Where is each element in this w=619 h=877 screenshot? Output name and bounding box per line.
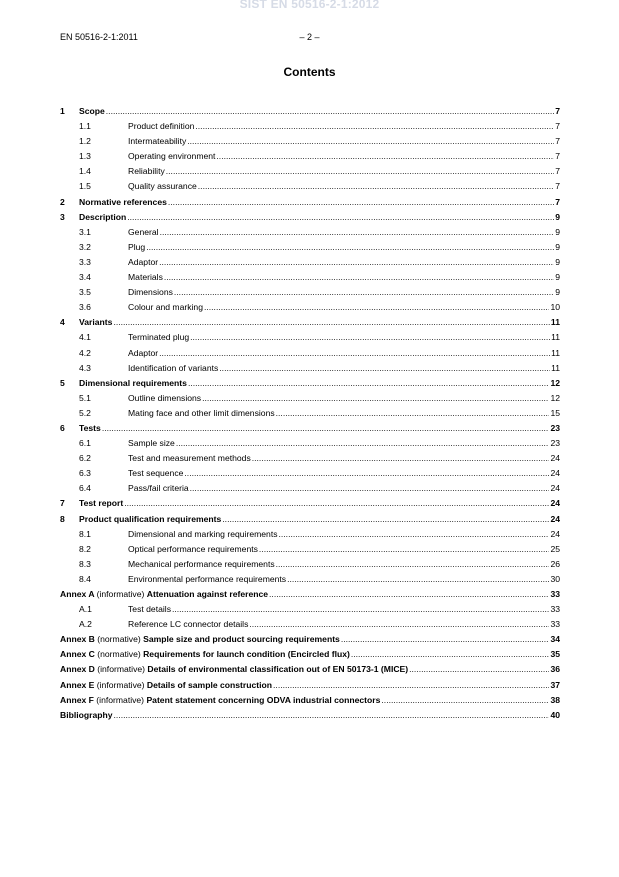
toc-subentry-page: 23 [550,438,560,449]
toc-subentry[interactable] [60,240,560,255]
toc-subentry-page: 7 [555,136,560,147]
toc-leader-dots [174,285,554,300]
toc-subentry-page: 24 [550,483,560,494]
toc-subentry-page: 11 [551,332,560,343]
toc-annex-label [60,678,272,693]
toc-entry[interactable] [60,315,560,330]
toc-subentry-number: 3.3 [79,256,91,267]
toc-leader-dots [252,451,550,466]
toc-subentry[interactable] [60,134,560,149]
toc-entry-label: Product qualification requirements [79,513,222,524]
toc-subentry-number: 1.3 [79,151,91,162]
toc-subentry-number: 8.2 [79,543,91,554]
toc-subentry-page: 9 [555,272,560,283]
toc-subentry-label: Test details [128,604,171,615]
toc-subentry-number: 5.2 [79,407,91,418]
toc-entry-number: 6 [60,422,65,433]
toc-subentry-page: 33 [550,619,560,630]
toc-entry-number: 7 [60,498,65,509]
toc-annex-label [60,587,268,602]
toc-entry-page: 9 [555,211,560,222]
toc-subentry-page: 7 [555,181,560,192]
toc-entry-label: Test report [79,498,124,509]
annex-type: (informative) [96,694,147,705]
annex-prefix: Annex C [60,649,98,660]
toc-subentry-page: 26 [550,558,560,569]
toc-entry[interactable] [60,210,560,225]
toc-subentry[interactable] [60,527,560,542]
toc-subentry-label: Identification of variants [128,362,219,373]
toc-entry-page: 7 [555,196,560,207]
toc-subentry-number: 8.4 [79,573,91,584]
watermark: SIST EN 50516-2-1:2012 [239,0,380,11]
toc-annex-label [60,662,408,677]
toc-subentry[interactable] [60,391,560,406]
toc-subentry-label: Optical performance requirements [128,543,258,554]
annex-type: (informative) [96,589,147,599]
toc-leader-dots [190,481,550,496]
annex-prefix: Annex E [60,679,97,690]
toc-entry[interactable] [60,512,560,527]
toc-leader-dots [222,512,549,527]
toc-subentry[interactable] [60,225,560,240]
table-of-contents [60,104,560,723]
toc-annex-label [60,693,380,708]
toc-subentry[interactable] [60,179,560,194]
toc-subentry[interactable] [60,557,560,572]
toc-entry-number: 5 [60,377,65,388]
toc-subentry[interactable] [60,255,560,270]
toc-subentry-number: 1.5 [79,181,91,192]
toc-entry-page: 23 [550,422,560,433]
toc-subentry-number: 6.3 [79,468,91,479]
annex-title: Sample size and product sourcing requirements [143,634,340,645]
toc-subentry-label: Environmental performance requirements [128,573,287,584]
toc-subentry[interactable] [60,285,560,300]
toc-subentry-number: 3.5 [79,287,91,298]
toc-leader-dots [259,542,550,557]
toc-subentry[interactable] [60,466,560,481]
annex-type: (informative) [96,679,147,690]
annex-type: (informative) [97,664,148,675]
toc-leader-dots [190,330,550,345]
header-page-number: – 2 – [299,32,320,42]
toc-subentry-label: Adaptor [128,347,159,358]
toc-annex-entry[interactable] [60,678,560,693]
toc-subentry-page: 9 [555,241,560,252]
toc-subentry[interactable] [60,361,560,376]
toc-annex-page: 36 [550,664,560,675]
toc-subentry-page: 12 [550,392,560,403]
annex-type: (normative) [97,634,144,645]
toc-subentry-number: 8.1 [79,528,91,539]
toc-subentry-number: 1.1 [79,121,91,132]
toc-subentry-number: 5.1 [79,392,91,403]
toc-subentry-number: 3.4 [79,272,91,283]
toc-leader-dots [188,376,550,391]
toc-subentry-number: 6.2 [79,453,91,464]
toc-subentry-page: 9 [555,226,560,237]
toc-subentry-label: Test and measurement methods [128,453,251,464]
toc-entry-number: 1 [60,106,65,116]
toc-leader-dots [202,391,549,406]
toc-leader-dots [187,134,554,149]
toc-subentry[interactable] [60,617,560,632]
toc-subentry-page: 30 [550,573,560,584]
toc-subentry-number: A.2 [79,619,92,630]
toc-leader-dots [195,119,554,134]
toc-subentry-page: 7 [555,121,560,132]
toc-subentry-page: 24 [550,453,560,464]
toc-leader-dots [102,421,550,436]
toc-subentry-label: Reference LC connector details [128,619,249,630]
toc-subentry-label: Adaptor [128,256,159,267]
toc-subentry[interactable] [60,451,560,466]
annex-prefix: Annex F [60,694,97,705]
annex-prefix: Annex B [60,634,98,645]
toc-subentry-page: 11 [551,362,560,373]
toc-annex-entry[interactable] [60,632,560,647]
toc-entry[interactable] [60,195,560,210]
annex-title: Patent statement concerning ODVA industrial connectors [146,694,381,705]
toc-leader-dots [279,527,550,542]
toc-entry-label: Description [79,211,127,222]
toc-subentry-label: Intermateability [128,136,187,147]
toc-subentry-label: Operating environment [128,151,216,162]
toc-entry-number: 3 [60,211,65,222]
toc-leader-dots [409,662,549,677]
toc-subentry-number: 1.4 [79,166,91,177]
toc-subentry-page: 24 [550,468,560,479]
toc-subentry-label: Dimensions [128,287,173,298]
toc-subentry-number: 8.3 [79,558,91,569]
toc-subentry-label: Plug [128,241,146,252]
toc-subentry-number: A.1 [79,604,92,615]
toc-entry-label: Tests [79,422,101,433]
toc-subentry-page: 10 [550,302,560,313]
toc-leader-dots [184,466,549,481]
toc-leader-dots [249,617,549,632]
toc-subentry-number: 6.4 [79,483,91,494]
toc-leader-dots [273,678,549,693]
toc-annex-page: 38 [550,694,560,705]
toc-subentry-label: Sample size [128,438,175,449]
toc-annex-label [60,647,350,662]
toc-subentry[interactable] [60,542,560,557]
toc-leader-dots [164,270,554,285]
toc-leader-dots [166,164,554,179]
toc-subentry-page: 24 [550,528,560,539]
toc-subentry-label: Terminated plug [128,332,190,343]
toc-subentry-label: Colour and marking [128,302,203,313]
toc-entry[interactable] [60,104,560,119]
toc-subentry-page: 11 [551,347,560,358]
toc-subentry[interactable] [60,602,560,617]
toc-subentry-page: 25 [550,543,560,554]
annex-prefix: Annex A [60,589,97,599]
toc-subentry[interactable] [60,149,560,164]
toc-leader-dots [287,572,549,587]
toc-subentry[interactable] [60,572,560,587]
toc-subentry-label: Materials [128,272,163,283]
toc-entry-number: 2 [60,196,65,207]
toc-leader-dots [198,179,554,194]
toc-subentry[interactable] [60,300,560,315]
toc-subentry-number: 4.3 [79,362,91,373]
toc-subentry-page: 9 [555,256,560,267]
toc-subentry[interactable] [60,346,560,361]
toc-subentry-number: 3.2 [79,241,91,252]
toc-subentry[interactable] [60,330,560,345]
annex-title: Attenuation against reference [146,589,269,599]
toc-subentry-page: 15 [550,407,560,418]
toc-leader-dots [160,225,555,240]
toc-leader-dots [351,647,550,662]
toc-leader-dots [276,406,550,421]
toc-leader-dots [113,315,549,330]
toc-leader-dots [106,104,554,119]
toc-subentry-number: 6.1 [79,438,91,449]
toc-annex-page: 37 [550,679,560,690]
toc-leader-dots [168,195,554,210]
toc-entry-page: 12 [550,377,560,388]
toc-annex-page: 34 [550,634,560,645]
toc-leader-dots [124,496,549,511]
toc-entry-number: 8 [60,513,65,524]
toc-subentry-label: General [128,226,159,237]
toc-leader-dots [219,361,550,376]
toc-subentry-label: Outline dimensions [128,392,202,403]
toc-leader-dots [216,149,554,164]
toc-leader-dots [127,210,554,225]
toc-subentry-label: Mechanical performance requirements [128,558,275,569]
page-title: Contents [283,65,336,79]
annex-title: Details of environmental classification out of EN 50173-1 (MICE) [147,664,409,675]
toc-entry[interactable] [60,376,560,391]
toc-subentry-page: 7 [555,166,560,177]
toc-leader-dots [204,300,549,315]
toc-subentry-label: Reliability [128,166,165,177]
toc-entry-number: 4 [60,317,65,328]
toc-subentry-label: Quality assurance [128,181,197,192]
toc-leader-dots [159,255,554,270]
toc-bibliography[interactable] [60,708,560,723]
toc-leader-dots [172,602,549,617]
toc-subentry[interactable] [60,481,560,496]
toc-subentry-label: Pass/fail criteria [128,483,189,494]
toc-subentry-label: Test sequence [128,468,184,479]
annex-title: Requirements for launch condition (Encircled flux) [143,649,350,660]
toc-annex-page: 33 [550,589,560,599]
toc-subentry[interactable] [60,164,560,179]
toc-subentry[interactable] [60,119,560,134]
toc-annex-entry[interactable] [60,662,560,677]
toc-subentry[interactable] [60,406,560,421]
toc-annex-label [60,632,340,647]
toc-leader-dots [276,557,550,572]
toc-leader-dots [341,632,550,647]
toc-subentry-page: 9 [555,287,560,298]
annex-title: Details of sample construction [146,679,273,690]
toc-bibliography-label: Bibliography [60,709,113,720]
toc-entry-page: 11 [550,317,560,328]
toc-subentry-label: Mating face and other limit dimensions [128,407,275,418]
toc-subentry-number: 3.1 [79,226,91,237]
toc-entry-page: 24 [550,513,560,524]
toc-bibliography-page: 40 [550,709,560,720]
annex-prefix: Annex D [60,664,98,675]
toc-subentry-label: Product definition [128,121,195,132]
toc-leader-dots [146,240,554,255]
toc-entry-page: 24 [550,498,560,509]
toc-leader-dots [381,693,549,708]
annex-type: (normative) [97,649,144,660]
toc-leader-dots [176,436,550,451]
toc-annex-entry[interactable] [60,647,560,662]
toc-subentry-number: 3.6 [79,302,91,313]
toc-subentry[interactable] [60,436,560,451]
toc-leader-dots [114,708,550,723]
toc-entry[interactable] [60,496,560,511]
toc-entry[interactable] [60,421,560,436]
toc-subentry-number: 1.2 [79,136,91,147]
toc-entry-label: Scope [79,106,105,116]
toc-subentry-number: 4.1 [79,332,91,343]
toc-subentry-page: 33 [550,604,560,615]
toc-subentry[interactable] [60,270,560,285]
toc-subentry-label: Dimensional and marking requirements [128,528,278,539]
toc-entry-label: Variants [79,317,113,328]
toc-entry-label: Dimensional requirements [79,377,187,388]
toc-annex-page: 35 [550,649,560,660]
toc-entry-label: Normative references [79,196,167,207]
toc-subentry-page: 7 [555,151,560,162]
toc-leader-dots [159,346,550,361]
toc-entry-page: 7 [555,106,560,116]
toc-annex-entry[interactable] [60,693,560,708]
toc-annex-entry[interactable] [60,587,560,602]
header-doc-id: EN 50516-2-1:2011 [60,32,138,42]
toc-leader-dots [269,587,549,602]
toc-subentry-number: 4.2 [79,347,91,358]
